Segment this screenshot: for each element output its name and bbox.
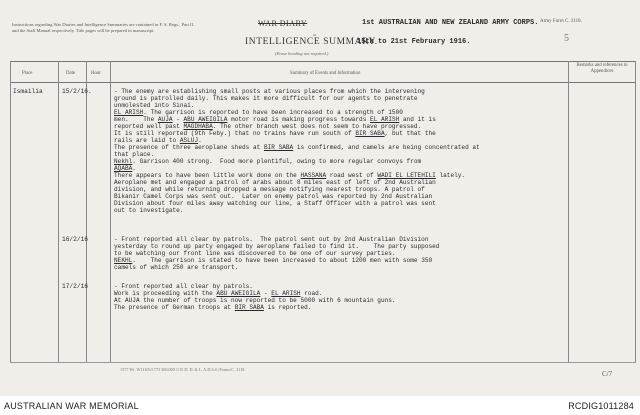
column-header-hour: Hour [91, 71, 101, 76]
report-period: 15th to 21st February 1916. [357, 38, 471, 46]
archive-reference: RCDIG1011284 [568, 401, 634, 411]
title-war-diary: WAR DIARY [258, 19, 308, 28]
date-cell: 17/2/16 [62, 283, 88, 290]
header-rule-bottom [10, 82, 636, 83]
form-print-line: 1577 Wt. W11103/1773 300,000 1/15 D. D. & L. A.D.S.S./Forms/C. 2118. [120, 367, 246, 372]
form-reference: Army Form C. 2118. [540, 19, 582, 24]
place-cell: Ismailia [13, 88, 43, 95]
column-header-summary: Summary of Events and Information [290, 71, 361, 76]
title-or: or [313, 32, 317, 37]
title-intelligence-summary: INTELLIGENCE SUMMARY. [245, 37, 378, 47]
column-divider [635, 61, 636, 362]
unit-name: 1st AUSTRALIAN AND NEW ZEALAND ARMY CORPS. [362, 19, 539, 27]
column-divider [110, 61, 111, 362]
title-subtitle: (Erase heading not required.) [275, 51, 329, 56]
column-divider [58, 61, 59, 362]
column-header-remarks: Remarks and references to Appendices [576, 63, 628, 74]
table-bottom-rule [10, 362, 636, 363]
date-cell: 16/2/16 [62, 236, 88, 243]
date-cell: 15/2/16. [62, 88, 92, 95]
archive-caption: AUSTRALIAN WAR MEMORIAL [4, 401, 139, 411]
column-header-date: Date [66, 71, 76, 76]
header-rule-top [10, 61, 636, 62]
column-divider [86, 61, 87, 362]
diary-entry: - The enemy are establishing small posts at various places from which the intervening ground is patrolled daily. This makes it more difficult for our agents to penetrate unmolested into Sinai. EL ARISH. The garrison is reported to have been increased to a strength of 1500 men. The AUJA - ABU AWEIGILA motor road is making progress towards EL ARISH and it is reported well past MAGDHABA. The other branch west does not seem to have progressed. It is still reported (9th Feby.) that no trains have run south of BIR SABA, but that the rails are laid to ASLUJ. The presence of three aeroplane sheds at BIR SABA is confirmed, and camels are being concentrated at that place. Nekhl. Garrison 400 strong. Food more plentiful, owing to more regular convoys from AQABA. There appears to have been little work done on the HASSANA road west of WADI EL LETEHILI lately. Aeroplane met and engaged a patrol of arabs about 8 miles east of left of 2nd Australian division, and while returning dropped a message notifying nearest troops. A patrol of Bikanir Camel Corps was sent out. Later on enemy patrol was reported by 2nd Australian Division about four miles away watching our line, a Staff Officer with a patrol was sent out to investigate. [114, 88, 480, 214]
column-header-place: Place [22, 71, 33, 76]
column-divider [568, 61, 569, 362]
diary-entry: - Front reported all clear by patrols. The patrol sent out by 2nd Australian Division yesterday to round up party engaged by aeroplane failed to find it. The party supposed to be watching our front line was discovered to be one of our survey parties. NEKHL. The garrison is stated to have been increased to about 1200 men with some 350 camels of which 250 are transport. [114, 236, 440, 271]
instructions-text: Instructions regarding War Diaries and Intelligence Summaries are contained in F. S. Regs., Part II. and the Staff Manual respectively. Title pages will be prepared in manuscript. [12, 22, 195, 33]
page-mark: C/7 [602, 370, 613, 378]
diary-entry: - Front reported all clear by patrols. Work is proceeding with the ABU AWEIGILA - EL ARISH road. At AUJA the number of troops is now reported to be 5000 with 6 mountain guns. The presence of German troops at BIR SABA is reported. [114, 283, 396, 311]
column-divider [10, 61, 11, 362]
page-stamp: 5 [564, 33, 569, 44]
